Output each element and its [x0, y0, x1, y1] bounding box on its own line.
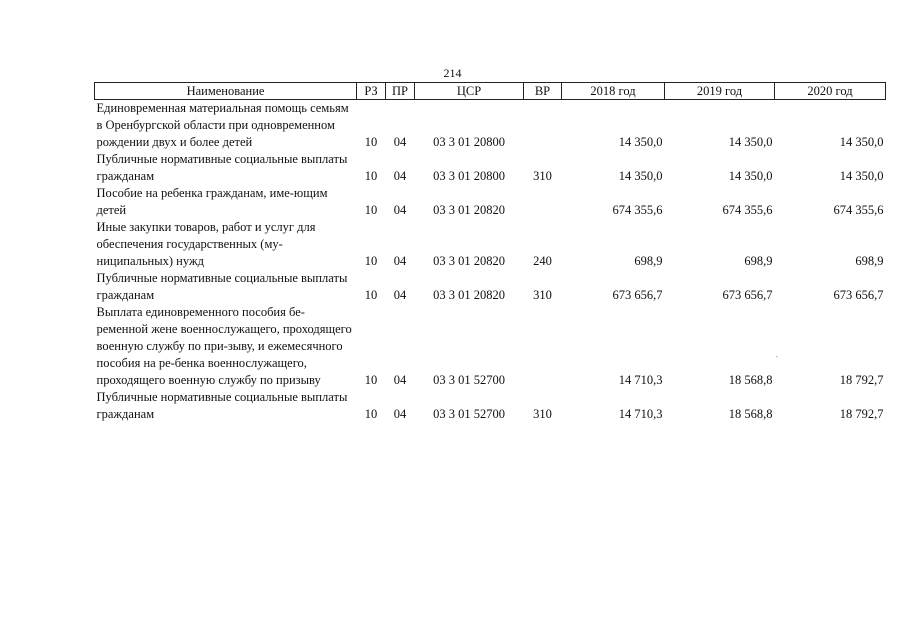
row-2020: 674 355,6 [833, 203, 884, 217]
row-2019: 698,9 [744, 254, 773, 268]
table-row [95, 304, 886, 389]
table-row [95, 185, 886, 219]
row-2020: 698,9 [855, 254, 884, 268]
row-pr: 04 [393, 288, 407, 302]
table-row [95, 219, 886, 270]
row-rz: 10 [364, 203, 378, 217]
row-name: Публичные нормативные социальные выплаты гражданам [96, 271, 348, 302]
row-rz: 10 [364, 169, 378, 183]
header-2018: 2018 год [562, 83, 665, 100]
row-2018: 673 656,7 [612, 288, 663, 302]
row-2018: 698,9 [634, 254, 663, 268]
table-row [95, 100, 886, 152]
row-2019: 14 350,0 [728, 135, 773, 149]
row-pr: 04 [393, 407, 407, 421]
row-2018: 674 355,6 [612, 203, 663, 217]
header-2019: 2019 год [665, 83, 775, 100]
row-pr: 04 [393, 135, 407, 149]
row-csr: 03 3 01 20800 [433, 135, 505, 149]
table-row [95, 270, 886, 304]
row-pr: 04 [393, 254, 407, 268]
row-name: Единовременная материальная помощь семьям в Оренбургской области при одновременном рождении двух и более детей [96, 101, 349, 149]
row-csr: 03 3 01 20820 [433, 288, 505, 302]
row-rz: 10 [364, 407, 378, 421]
row-2020: 673 656,7 [833, 288, 884, 302]
header-vr: ВР [524, 83, 562, 100]
table-row [95, 389, 886, 423]
row-2020: 14 350,0 [839, 135, 884, 149]
row-pr: 04 [393, 169, 407, 183]
row-pr: 04 [393, 203, 407, 217]
row-vr [524, 185, 562, 219]
row-2019: 18 568,8 [728, 373, 773, 387]
row-pr: 04 [393, 373, 407, 387]
row-2019: 14 350,0 [728, 169, 773, 183]
budget-table [94, 82, 886, 423]
row-rz: 10 [364, 288, 378, 302]
header-2020: 2020 год [775, 83, 886, 100]
row-2018: 14 350,0 [618, 169, 663, 183]
row-name: Выплата единовременного пособия бе-ременной жене военнослужащего, проходящего военную службу по при-зыву, и ежемесячного пособия на ре-бенка военнослужащего, проходящего военную службу по призыву [96, 305, 352, 387]
row-2020: 18 792,7 [839, 407, 884, 421]
row-2019: 18 568,8 [728, 407, 773, 421]
header-rz: РЗ [357, 83, 386, 100]
page-number: 214 [443, 66, 462, 80]
row-vr [524, 304, 562, 389]
row-rz: 10 [364, 254, 378, 268]
row-vr: 240 [533, 254, 552, 268]
row-vr: 310 [533, 407, 552, 421]
row-rz: 10 [364, 373, 378, 387]
scan-speck [776, 356, 778, 357]
table-row [95, 151, 886, 185]
row-csr: 03 3 01 52700 [433, 407, 505, 421]
row-csr: 03 3 01 20800 [433, 169, 505, 183]
header-name: Наименование [95, 83, 357, 100]
row-vr: 310 [533, 288, 552, 302]
row-vr [524, 100, 562, 152]
row-2020: 14 350,0 [839, 169, 884, 183]
header-csr: ЦСР [415, 83, 524, 100]
row-name: Иные закупки товаров, работ и услуг для обеспечения государственных (му-ниципальных) нужд [96, 220, 316, 268]
row-csr: 03 3 01 20820 [433, 203, 505, 217]
row-name: Публичные нормативные социальные выплаты гражданам [96, 152, 348, 183]
row-2018: 14 710,3 [618, 373, 663, 387]
row-2020: 18 792,7 [839, 373, 884, 387]
row-rz: 10 [364, 135, 378, 149]
row-csr: 03 3 01 20820 [433, 254, 505, 268]
header-pr: ПР [386, 83, 415, 100]
row-2019: 673 656,7 [722, 288, 773, 302]
row-2018: 14 710,3 [618, 407, 663, 421]
row-name: Пособие на ребенка гражданам, име-ющим детей [96, 186, 328, 217]
row-vr: 310 [533, 169, 552, 183]
row-name: Публичные нормативные социальные выплаты гражданам [96, 390, 348, 421]
row-2019: 674 355,6 [722, 203, 773, 217]
row-2018: 14 350,0 [618, 135, 663, 149]
row-csr: 03 3 01 52700 [433, 373, 505, 387]
header-row [95, 83, 886, 100]
